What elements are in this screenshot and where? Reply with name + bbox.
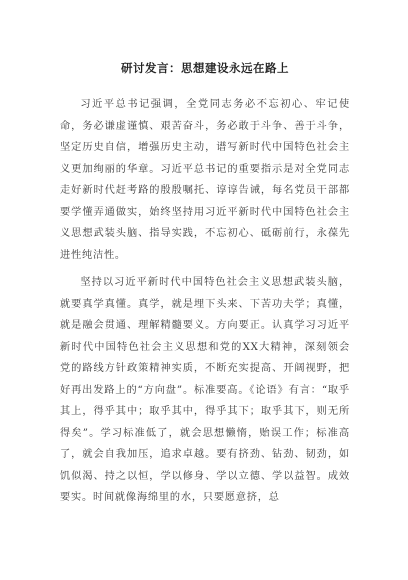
paragraph-1: 习近平总书记强调，全党同志务必不忘初心、牢记使命，务必谦虚谨慎、艰苦奋斗，务必敢于斗争、善于斗争，坚定历史自信，增强历史主动，谱写新时代中国特色社会主义更加绚丽的华章。习近平总书记的重要指示是对全党同志走好新时代赶考路的殷殷嘱托、谆谆告诫，每名党员干部都要学懂弄通做实，始终坚持用习近平新时代中国特色社会主义思想武装头脑、指导实践，不忘初心、砥砺前行，永葆先进性纯洁性。 [60, 99, 350, 261]
paragraph-2: 坚持以习近平新时代中国特色社会主义思想武装头脑，就要真学真懂。真学，就是埋下头来、下苦功夫学；真懂，就是融会贯通、理解精髓要义。方向要正。认真学习习近平新时代中国特色社会主义思想和党的XX大精神，深刻领会党的路线方针政策精神实质，不断充实提高、开阔视野，把好再出发路上的“方向盘”。标准要高。《论语》有言：“取乎其上，得乎其中；取乎其中，得乎其下；取乎其下，则无所得矣”。学习标准低了，就会思想懒惰，贻误工作；标准高了，就会自我加压，追求卓越。要有挤劲、钻劲、韧劲，如饥似渴、持之以恒，学以修身、学以立德、学以益智。成效要实。时间就像海绵里的水，只要愿意挤，总 [60, 277, 350, 503]
document-title: 研讨发言：思想建设永远在路上 [121, 61, 289, 75]
document-page [60, 60, 350, 515]
